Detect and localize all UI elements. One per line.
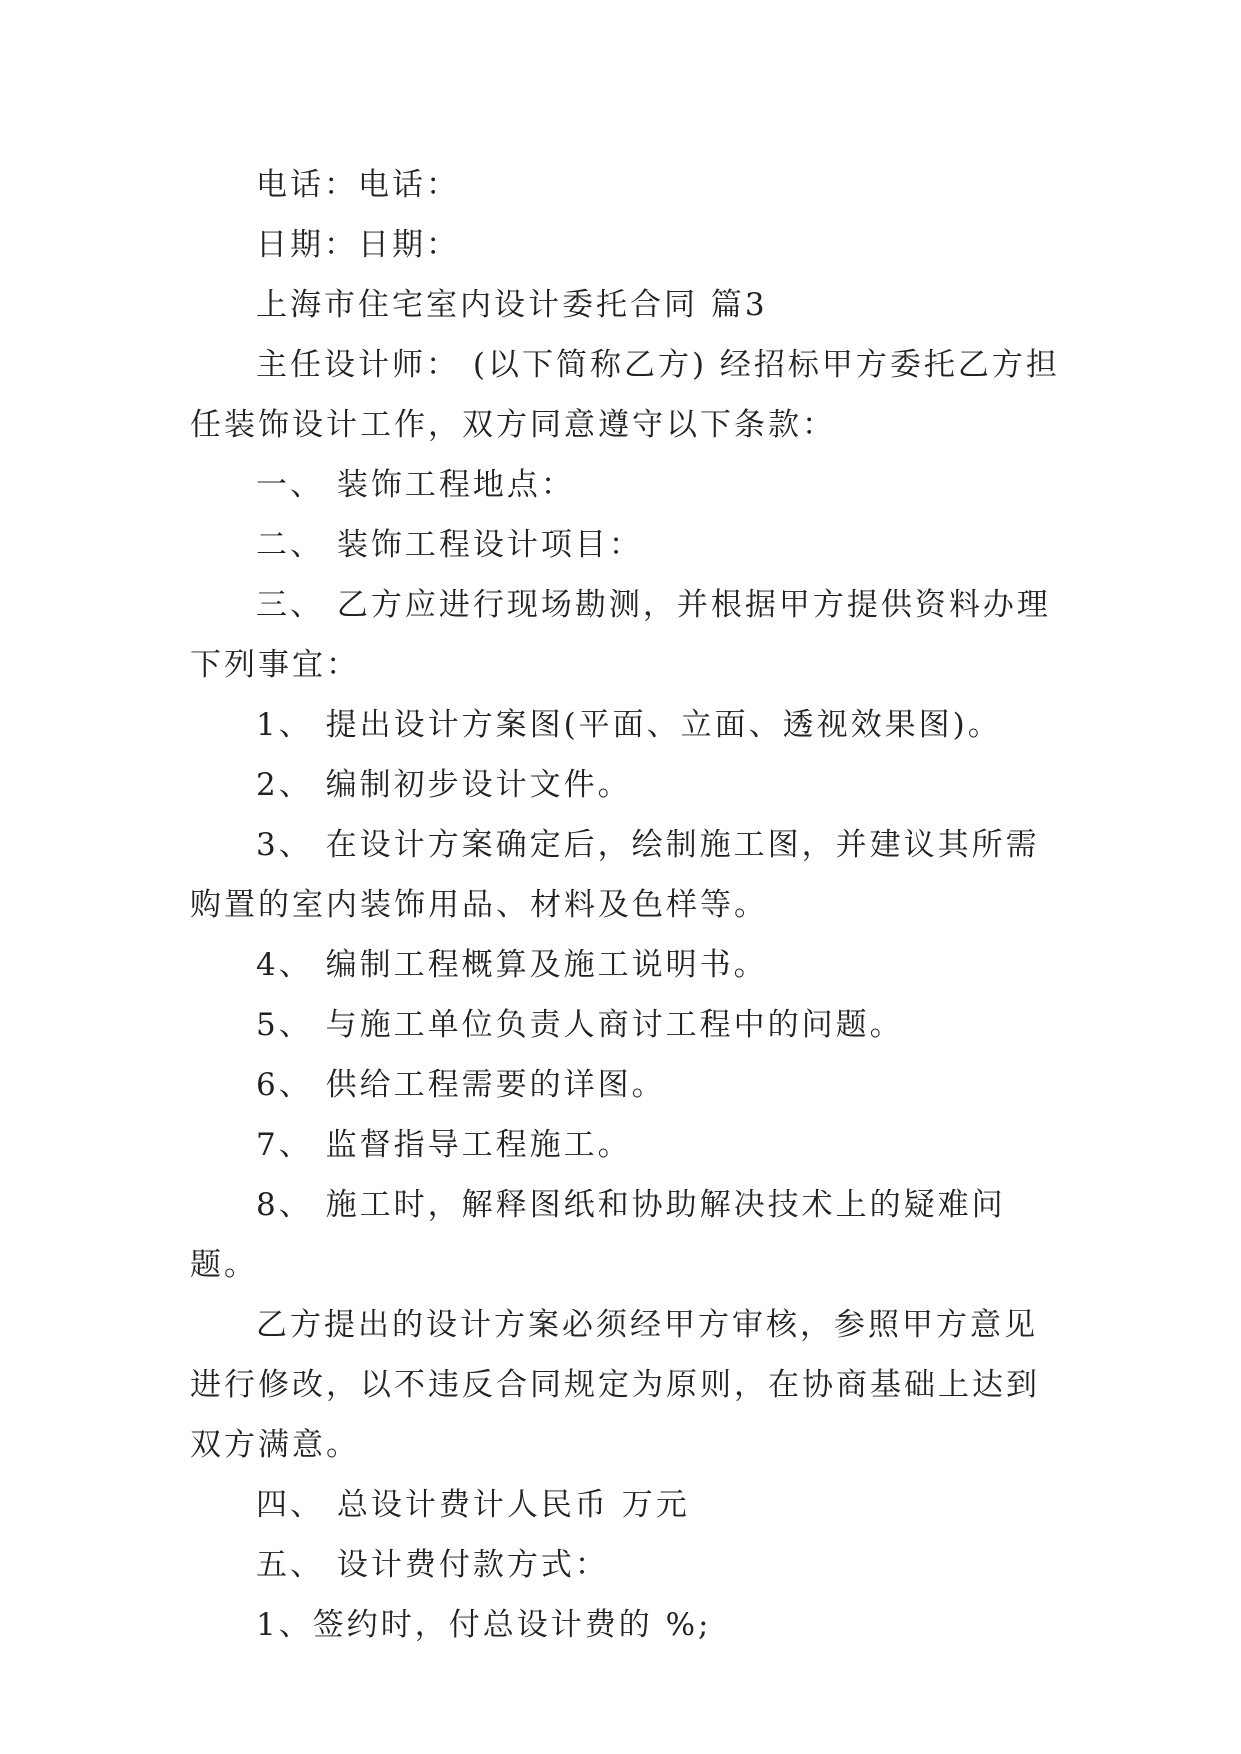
clause-3-item-5: 5、 与施工单位负责人商讨工程中的问题。 [256, 1007, 904, 1043]
clause-4: 四、 总设计费计人民币 万元 [256, 1487, 690, 1523]
clause-5: 五、 设计费付款方式： [256, 1547, 609, 1583]
clause-3-item-7: 7、 监督指导工程施工。 [256, 1127, 632, 1163]
clause-3-item-1: 1、 提出设计方案图(平面、立面、透视效果图)。 [256, 707, 1002, 743]
clause-1: 一、 装饰工程地点： [256, 467, 575, 503]
clause-3: 三、 乙方应进行现场勘测，并根据甲方提供资料办理下列事宜： [190, 587, 1051, 683]
clause-5-item-1: 1、签约时，付总设计费的 %; [256, 1607, 712, 1643]
clause-3-item-4: 4、 编制工程概算及施工说明书。 [256, 947, 768, 983]
clause-3-item-6: 6、 供给工程需要的详图。 [256, 1067, 666, 1103]
document-body [190, 155, 1070, 1655]
intro-paragraph: 主任设计师： (以下简称乙方) 经招标甲方委托乙方担任装饰设计工作，双方同意遵守以下条款： [190, 347, 1060, 443]
date-line: 日期：日期： [256, 227, 460, 263]
clause-3-item-2: 2、 编制初步设计文件。 [256, 767, 632, 803]
phone-line: 电话：电话： [256, 167, 460, 203]
clause-2: 二、 装饰工程设计项目： [256, 527, 643, 563]
clause-3-item-3: 3、 在设计方案确定后，绘制施工图，并建议其所需购置的室内装饰用品、材料及色样等。 [190, 827, 1040, 923]
contract-title: 上海市住宅室内设计委托合同 篇3 [256, 287, 768, 323]
review-paragraph: 乙方提出的设计方案必须经甲方审核，参照甲方意见进行修改，以不违反合同规定为原则，在协商基础上达到双方满意。 [190, 1307, 1040, 1463]
clause-3-item-8: 8、 施工时，解释图纸和协助解决技术上的疑难问题。 [190, 1187, 1006, 1283]
